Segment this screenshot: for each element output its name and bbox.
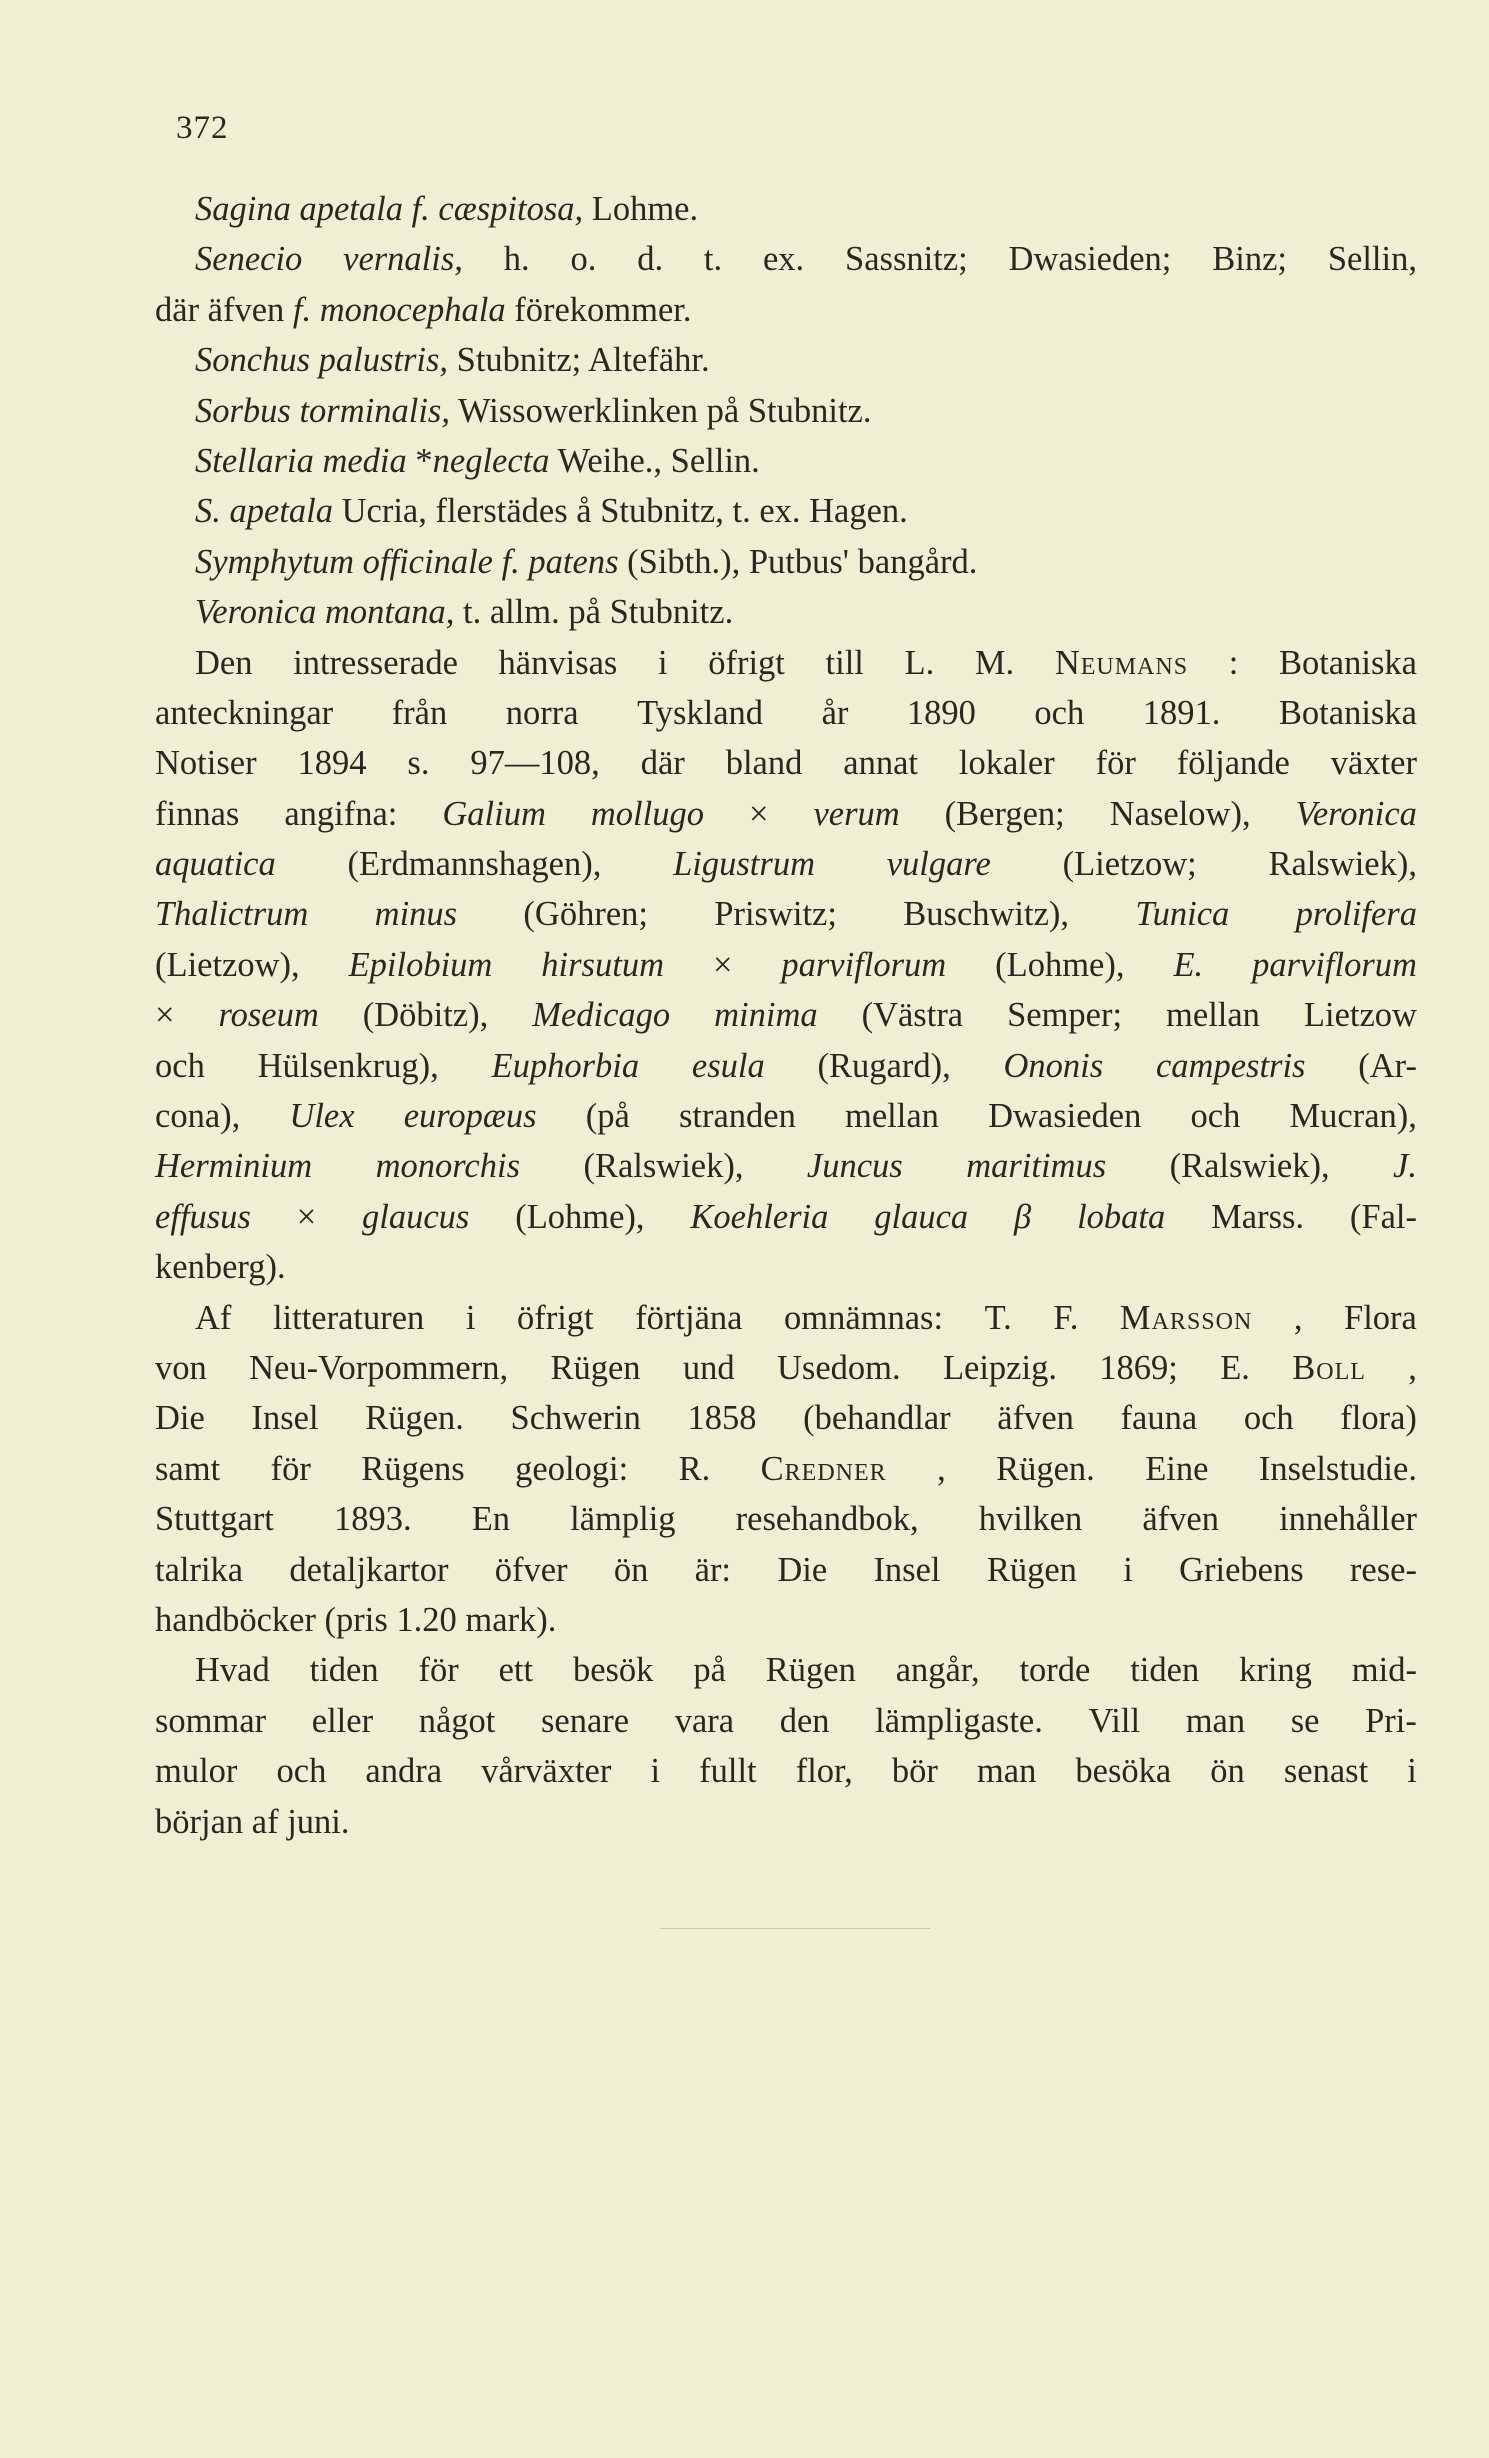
word: Griebens bbox=[1179, 1550, 1304, 1589]
word: (Lietzow; bbox=[1062, 845, 1197, 884]
word: (Ralswiek), bbox=[583, 1147, 744, 1186]
word: angår, bbox=[895, 1651, 980, 1690]
text-segment: Sonchus palustris, bbox=[195, 341, 449, 380]
word: d. bbox=[637, 240, 664, 279]
word: i bbox=[650, 1752, 661, 1791]
word: mellan bbox=[845, 1097, 939, 1136]
word: β bbox=[1014, 1197, 1032, 1236]
text-segment: där äfven bbox=[155, 290, 293, 329]
word: Die bbox=[777, 1550, 828, 1589]
text-segment: början af juni. bbox=[155, 1802, 350, 1841]
word: tiden bbox=[1130, 1651, 1200, 1690]
word: bland bbox=[725, 744, 803, 783]
word: F. bbox=[1053, 1298, 1079, 1337]
word: ett bbox=[498, 1651, 534, 1690]
word: En bbox=[471, 1500, 511, 1539]
word: glauca bbox=[874, 1197, 969, 1236]
text-line bbox=[155, 335, 1417, 385]
word: × bbox=[748, 794, 769, 833]
text-line bbox=[155, 1091, 1417, 1141]
text-line bbox=[155, 1595, 1417, 1645]
word: Usedom. bbox=[776, 1348, 901, 1387]
word: på bbox=[693, 1651, 726, 1690]
text-segment: Sorbus torminalis, bbox=[195, 391, 450, 430]
text-line bbox=[155, 386, 1417, 436]
word: lokaler bbox=[958, 744, 1055, 783]
word: (Lohme), bbox=[995, 945, 1125, 984]
word: besök bbox=[572, 1651, 654, 1690]
word: resehandbok, bbox=[735, 1500, 919, 1539]
word: lämplig bbox=[570, 1500, 676, 1539]
word: Tyskland bbox=[637, 693, 764, 732]
text-line bbox=[155, 486, 1417, 536]
text-segment: handböcker (pris 1.20 mark). bbox=[155, 1600, 557, 1639]
word: R. bbox=[678, 1449, 711, 1488]
word: och bbox=[276, 1752, 327, 1791]
word: vernalis, bbox=[343, 240, 463, 279]
word: Sassnitz; bbox=[845, 240, 968, 279]
text-line bbox=[155, 839, 1417, 889]
text-segment: S. apetala bbox=[195, 492, 333, 531]
word: Boll bbox=[1292, 1348, 1366, 1387]
word: (Lietzow), bbox=[155, 945, 300, 984]
text-segment: Lohme. bbox=[583, 190, 699, 228]
word: Neumans bbox=[1054, 643, 1189, 682]
text-line bbox=[155, 1343, 1417, 1393]
word: mellan bbox=[1166, 996, 1260, 1035]
word: Binz; bbox=[1212, 240, 1287, 279]
word: senast bbox=[1283, 1752, 1369, 1791]
text-line bbox=[155, 638, 1417, 688]
word: Hvad bbox=[195, 1651, 270, 1690]
text-segment: kenberg). bbox=[155, 1248, 286, 1287]
word: campestris bbox=[1155, 1046, 1306, 1085]
word: hvilken bbox=[978, 1500, 1083, 1539]
word: se bbox=[1290, 1701, 1320, 1740]
word: litteraturen bbox=[272, 1298, 425, 1337]
text-line bbox=[155, 1141, 1417, 1191]
word: L. bbox=[904, 643, 935, 682]
text-segment: Veronica montana, bbox=[195, 593, 455, 632]
word: Thalictrum bbox=[155, 895, 309, 934]
text-line bbox=[155, 1746, 1417, 1796]
text-line bbox=[155, 1645, 1417, 1695]
word: monorchis bbox=[375, 1147, 520, 1186]
word: Priswitz; bbox=[714, 895, 837, 934]
word: senare bbox=[540, 1701, 630, 1740]
word: från bbox=[391, 693, 448, 732]
word: och bbox=[155, 1046, 205, 1085]
word: Rügen bbox=[550, 1348, 641, 1387]
word: intresserade bbox=[293, 643, 458, 682]
word: , bbox=[1293, 1298, 1303, 1337]
word: besöka bbox=[1075, 1752, 1172, 1791]
word: Buschwitz), bbox=[903, 895, 1070, 934]
word: (Döbitz), bbox=[362, 996, 489, 1035]
word: Tunica bbox=[1135, 895, 1230, 934]
text-segment: Sagina apetala f. cæspitosa, bbox=[195, 190, 584, 228]
word: 1894 bbox=[297, 744, 367, 783]
word: ön bbox=[1210, 1752, 1245, 1791]
word: man bbox=[1185, 1701, 1246, 1740]
text-segment: Symphytum officinale f. patens bbox=[195, 542, 619, 581]
word: Koehleria bbox=[690, 1197, 829, 1236]
word: Rügen. bbox=[996, 1449, 1095, 1488]
word: minima bbox=[714, 996, 818, 1035]
text-line bbox=[155, 285, 1417, 335]
word: Botaniska bbox=[1278, 693, 1417, 732]
word: (Rugard), bbox=[817, 1046, 951, 1085]
word: Epilobium bbox=[348, 945, 493, 984]
word: i bbox=[1407, 1752, 1417, 1791]
text-line bbox=[155, 184, 1417, 234]
word: fullt bbox=[699, 1752, 757, 1791]
word: andra bbox=[365, 1752, 443, 1791]
word: parviflorum bbox=[781, 945, 947, 984]
word: E. bbox=[1173, 945, 1204, 984]
word: (behandlar bbox=[803, 1399, 951, 1438]
word: finnas bbox=[155, 794, 240, 833]
word: Dwasieden; bbox=[1008, 240, 1172, 279]
word: Insel bbox=[251, 1399, 319, 1438]
word: angifna: bbox=[284, 794, 398, 833]
word: maritimus bbox=[966, 1147, 1107, 1186]
word: hänvisas bbox=[498, 643, 618, 682]
word: och bbox=[1243, 1399, 1294, 1438]
word: till bbox=[825, 643, 864, 682]
word: Lietzow bbox=[1303, 996, 1417, 1035]
text-line bbox=[155, 1494, 1417, 1544]
word: esula bbox=[691, 1046, 765, 1085]
text-line bbox=[155, 940, 1417, 990]
text-line bbox=[155, 436, 1417, 486]
word: (Göhren; bbox=[523, 895, 648, 934]
text-line bbox=[155, 537, 1417, 587]
text-line bbox=[155, 1393, 1417, 1443]
word: mid- bbox=[1351, 1651, 1417, 1690]
text-segment: (Sibth.), Putbus' bangård. bbox=[618, 542, 978, 581]
text-line bbox=[155, 234, 1417, 284]
word: lobata bbox=[1077, 1197, 1166, 1236]
word: norra bbox=[505, 693, 579, 732]
word: flor, bbox=[795, 1752, 853, 1791]
word: för bbox=[270, 1449, 311, 1488]
word: omnämnas: bbox=[784, 1298, 944, 1337]
word: ön bbox=[613, 1550, 649, 1589]
word: Ulex bbox=[289, 1097, 355, 1136]
word: förtjäna bbox=[635, 1298, 743, 1337]
word: M. bbox=[974, 643, 1015, 682]
word: den bbox=[779, 1701, 830, 1740]
word: Naselow), bbox=[1109, 794, 1251, 833]
text-line bbox=[155, 990, 1417, 1040]
word: Rügen bbox=[986, 1550, 1077, 1589]
word: annat bbox=[843, 744, 918, 783]
word: und bbox=[682, 1348, 735, 1387]
word: rese- bbox=[1349, 1550, 1417, 1589]
word: T. bbox=[984, 1298, 1012, 1337]
text-segment: f. monocephala bbox=[292, 290, 506, 329]
word: vara bbox=[674, 1701, 735, 1740]
word: Senecio bbox=[195, 240, 303, 279]
faint-rule-divider bbox=[660, 1928, 930, 1929]
word: i bbox=[1123, 1550, 1133, 1589]
word: Den bbox=[195, 643, 253, 682]
word: Neu-Vorpommern, bbox=[249, 1348, 509, 1387]
word: 1891. bbox=[1142, 693, 1221, 732]
word: äfven bbox=[997, 1399, 1074, 1438]
text-segment: Ucria, flerstädes å Stubnitz, t. ex. Hagen. bbox=[332, 492, 908, 531]
word: mulor bbox=[155, 1752, 238, 1791]
word: stranden bbox=[678, 1097, 796, 1136]
word: minus bbox=[374, 895, 458, 934]
page-number: 372 bbox=[176, 110, 229, 146]
word: verum bbox=[813, 794, 900, 833]
word: fauna bbox=[1120, 1399, 1198, 1438]
word: lämpligaste. bbox=[875, 1701, 1043, 1740]
text-segment: neglecta bbox=[432, 441, 550, 480]
text-segment: Wissowerklinken på Stubnitz. bbox=[449, 391, 872, 430]
word: Inselstudie. bbox=[1258, 1449, 1417, 1488]
word: ex. bbox=[762, 240, 805, 279]
word: 1858 bbox=[687, 1399, 757, 1438]
word: Marsson bbox=[1119, 1298, 1253, 1337]
text-line bbox=[155, 1192, 1417, 1242]
text-line bbox=[155, 789, 1417, 839]
text-segment: Stubnitz; Altefähr. bbox=[448, 341, 710, 380]
word: samt bbox=[155, 1449, 221, 1488]
word: (på bbox=[585, 1097, 630, 1136]
word: Sellin, bbox=[1327, 240, 1417, 279]
word: (Ralswiek), bbox=[1169, 1147, 1330, 1186]
word: torde bbox=[1019, 1651, 1091, 1690]
word: Veronica bbox=[1295, 794, 1417, 833]
word: Ligustrum bbox=[673, 845, 815, 884]
word: i bbox=[465, 1298, 476, 1337]
word: , bbox=[1408, 1348, 1417, 1387]
word: (Fal- bbox=[1349, 1197, 1417, 1236]
word: för bbox=[1095, 744, 1136, 783]
word: s. bbox=[407, 744, 430, 783]
word: växter bbox=[1330, 744, 1417, 783]
text-segment: * bbox=[406, 441, 433, 480]
word: och bbox=[1034, 693, 1085, 732]
word: t. bbox=[703, 240, 723, 279]
word: von bbox=[155, 1348, 207, 1387]
text-segment: t. allm. på Stubnitz. bbox=[454, 593, 734, 632]
word: vårväxter bbox=[481, 1752, 612, 1791]
word: år bbox=[821, 693, 849, 732]
text-line bbox=[155, 1041, 1417, 1091]
word: Stuttgart bbox=[155, 1500, 274, 1539]
text-line bbox=[155, 1293, 1417, 1343]
word: sommar bbox=[155, 1701, 267, 1740]
text-segment: Weihe., Sellin. bbox=[549, 441, 760, 480]
word: Juncus bbox=[806, 1147, 903, 1186]
word: 1893. bbox=[333, 1500, 412, 1539]
text-line bbox=[155, 587, 1417, 637]
word: Marss. bbox=[1211, 1197, 1305, 1236]
word: parviflorum bbox=[1252, 945, 1417, 984]
word: Ononis bbox=[1003, 1046, 1104, 1085]
text-line bbox=[155, 738, 1417, 788]
text-line bbox=[155, 1444, 1417, 1494]
word: Semper; bbox=[1007, 996, 1123, 1035]
word: , bbox=[937, 1449, 946, 1488]
word: (Västra bbox=[861, 996, 964, 1035]
word: och bbox=[1190, 1097, 1241, 1136]
word: Notiser bbox=[155, 744, 257, 783]
word: öfver bbox=[494, 1550, 568, 1589]
word: flora) bbox=[1340, 1399, 1417, 1438]
word: Vill bbox=[1088, 1701, 1141, 1740]
word: o. bbox=[570, 240, 597, 279]
word: Rügens bbox=[361, 1449, 465, 1488]
word: Hülsenkrug), bbox=[257, 1046, 439, 1085]
word: 97—108, bbox=[470, 744, 600, 783]
word: hirsutum bbox=[541, 945, 664, 984]
word: effusus bbox=[155, 1197, 251, 1236]
word: E. bbox=[1220, 1348, 1250, 1387]
word: cona), bbox=[155, 1097, 241, 1136]
word: där bbox=[640, 744, 685, 783]
word: talrika bbox=[155, 1550, 244, 1589]
text-line bbox=[155, 1797, 1417, 1847]
word: Botaniska bbox=[1278, 643, 1417, 682]
word: × bbox=[712, 945, 733, 984]
word: Eine bbox=[1145, 1449, 1209, 1488]
word: vulgare bbox=[886, 845, 991, 884]
word: mollugo bbox=[590, 794, 704, 833]
word: följande bbox=[1176, 744, 1290, 783]
word: prolifera bbox=[1295, 895, 1417, 934]
text-segment: Stellaria media bbox=[195, 441, 407, 480]
word: h. bbox=[503, 240, 530, 279]
word: innehåller bbox=[1279, 1500, 1417, 1539]
text-segment: förekommer. bbox=[505, 290, 692, 329]
word: 1869; bbox=[1099, 1348, 1178, 1387]
word: : bbox=[1228, 643, 1239, 682]
word: (Bergen; bbox=[944, 794, 1065, 833]
word: något bbox=[418, 1701, 496, 1740]
word: glaucus bbox=[362, 1197, 470, 1236]
word: detaljkartor bbox=[289, 1550, 449, 1589]
word: i bbox=[658, 643, 668, 682]
text-line bbox=[155, 889, 1417, 939]
word: roseum bbox=[218, 996, 319, 1035]
word: (Lohme), bbox=[515, 1197, 645, 1236]
word: öfrigt bbox=[516, 1298, 594, 1337]
word: Dwasieden bbox=[988, 1097, 1142, 1136]
word: Insel bbox=[873, 1550, 941, 1589]
word: 1890 bbox=[906, 693, 976, 732]
word: äfven bbox=[1142, 1500, 1219, 1539]
word: Rügen. bbox=[365, 1399, 464, 1438]
word: Rügen bbox=[765, 1651, 856, 1690]
word: Mucran), bbox=[1289, 1097, 1417, 1136]
word: aquatica bbox=[155, 845, 276, 884]
word: är: bbox=[694, 1550, 732, 1589]
word: (Erdmannshagen), bbox=[347, 845, 602, 884]
word: Galium bbox=[442, 794, 546, 833]
word: Die bbox=[155, 1399, 205, 1438]
word: Euphorbia bbox=[491, 1046, 640, 1085]
word: Flora bbox=[1344, 1298, 1417, 1337]
word: eller bbox=[311, 1701, 374, 1740]
word: (Ar- bbox=[1358, 1046, 1417, 1085]
word: kring bbox=[1239, 1651, 1312, 1690]
text-line bbox=[155, 688, 1417, 738]
word: Leipzig. bbox=[942, 1348, 1057, 1387]
word: Medicago bbox=[532, 996, 671, 1035]
text-line bbox=[155, 1696, 1417, 1746]
word: Herminium bbox=[155, 1147, 313, 1186]
word: Af bbox=[195, 1298, 232, 1337]
word: × bbox=[296, 1197, 317, 1236]
word: öfrigt bbox=[708, 643, 785, 682]
word: Schwerin bbox=[510, 1399, 641, 1438]
word: tiden bbox=[309, 1651, 379, 1690]
word: för bbox=[418, 1651, 459, 1690]
text-line bbox=[155, 1545, 1417, 1595]
word: europæus bbox=[403, 1097, 537, 1136]
word: bör bbox=[891, 1752, 938, 1791]
word: anteckningar bbox=[155, 693, 334, 732]
word: Credner bbox=[760, 1449, 887, 1488]
text-line bbox=[155, 1242, 1417, 1292]
word: J. bbox=[1393, 1147, 1417, 1186]
word: × bbox=[155, 996, 175, 1035]
body-text bbox=[155, 184, 1417, 1847]
word: Ralswiek), bbox=[1268, 845, 1417, 884]
word: man bbox=[976, 1752, 1037, 1791]
word: geologi: bbox=[515, 1449, 629, 1488]
word: Pri- bbox=[1365, 1701, 1417, 1740]
